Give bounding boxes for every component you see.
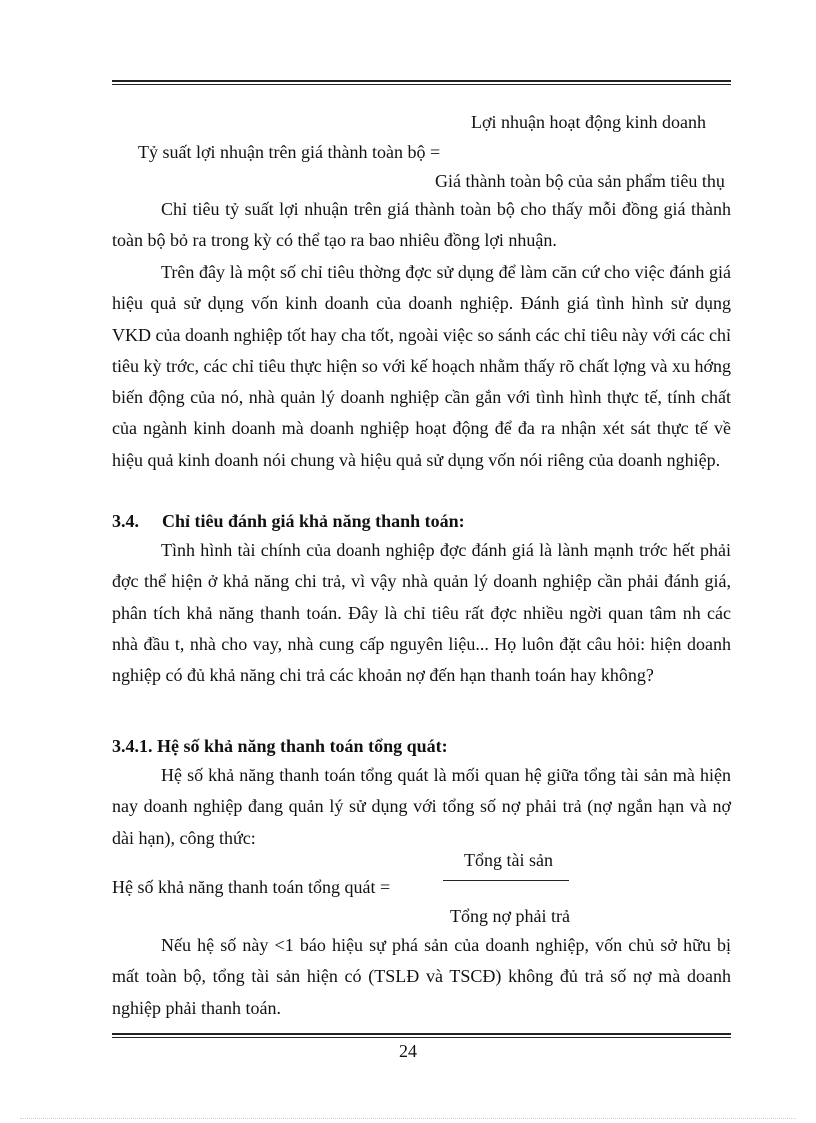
section-number-3-4: 3.4. [112,511,139,531]
paragraph-general-solvency: Hệ số khả năng thanh toán tổng quát là mối quan hệ giữa tổng tài sản mà hiện nay doanh nghiệp đang quản lý sử dụng với tổng số nợ phải trả (nợ ngắn hạn và nợ dài hạn), công thức: [112,765,731,848]
section-title-3-4: Chỉ tiêu đánh giá khả năng thanh toán: [162,511,465,531]
footer-rule [112,1033,731,1038]
formula1-denominator: Giá thành toàn bộ của sản phẩm tiêu thụ [435,171,725,191]
header-rule [112,80,731,85]
formula1-numerator: Lợi nhuận hoạt động kinh doanh [471,112,706,132]
paragraph-bankruptcy-signal: Nếu hệ số này <1 báo hiệu sự phá sản của doanh nghiệp, vốn chủ sở hữu bị mất toàn bộ, tổng tài sản hiện có (TSLĐ và TSCĐ) không đủ trả số nợ mà doanh nghiệp phải thanh toán. [112,935,731,1018]
paragraph-financial-health: Tình hình tài chính của doanh nghiệp đợc đánh giá là lành mạnh trớc hết phải đợc thể hiện ở khả năng chi trả, vì vậy nhà quản lý doanh nghiệp cần phải đánh giá, phân tích khả năng thanh toán. Đây là chỉ tiêu rất đợc nhiều ngời quan tâm nh các nhà đầu t, nhà cho vay, nhà cung cấp nguyên liệu... Họ luôn đặt câu hỏi: hiện doanh nghiệp có đủ khả năng chi trả các khoản nợ đến hạn thanh toán hay không? [112,540,731,686]
formula2-lhs: Hệ số khả năng thanh toán tổng quát = [112,877,391,897]
formula2-denominator: Tổng nợ phải trả [450,906,570,926]
formula1-lhs: Tỷ suất lợi nhuận trên giá thành toàn bộ = [138,142,441,162]
paragraph-profit-ratio: Chỉ tiêu tỷ suất lợi nhuận trên giá thành toàn bộ cho thấy mỗi đồng giá thành toàn bộ bỏ ra trong kỳ có thể tạo ra bao nhiêu đồng lợi nhuận. [112,199,731,251]
page-number: 24 [399,1041,417,1061]
formula2-numerator: Tổng tài sản [464,850,553,870]
page-edge-dotted-line [20,1118,796,1119]
formula2-fraction-bar [443,880,569,881]
section-title-3-4-1: 3.4.1. Hệ số khả năng thanh toán tổng quát: [112,736,448,756]
paragraph-indicators-summary: Trên đây là một số chỉ tiêu thờng đợc sử dụng để làm căn cứ cho việc đánh giá hiệu quả sử dụng vốn kinh doanh của doanh nghiệp. Đánh giá tình hình sử dụng VKD của doanh nghiệp tốt hay cha tốt, ngoài việc so sánh các chỉ tiêu này với các chỉ tiêu kỳ trớc, các chỉ tiêu thực hiện so với kế hoạch nhằm thấy rõ chất lợng và xu hớng biến động của nó, nhà quản lý doanh nghiệp cần gắn với tình hình thực tế, tính chất của ngành kinh doanh mà doanh nghiệp hoạt động để đa ra nhận xét sát thực tế về hiệu quả kinh doanh nói chung và hiệu quả sử dụng vốn nói riêng của doanh nghiệp. [112,262,731,470]
